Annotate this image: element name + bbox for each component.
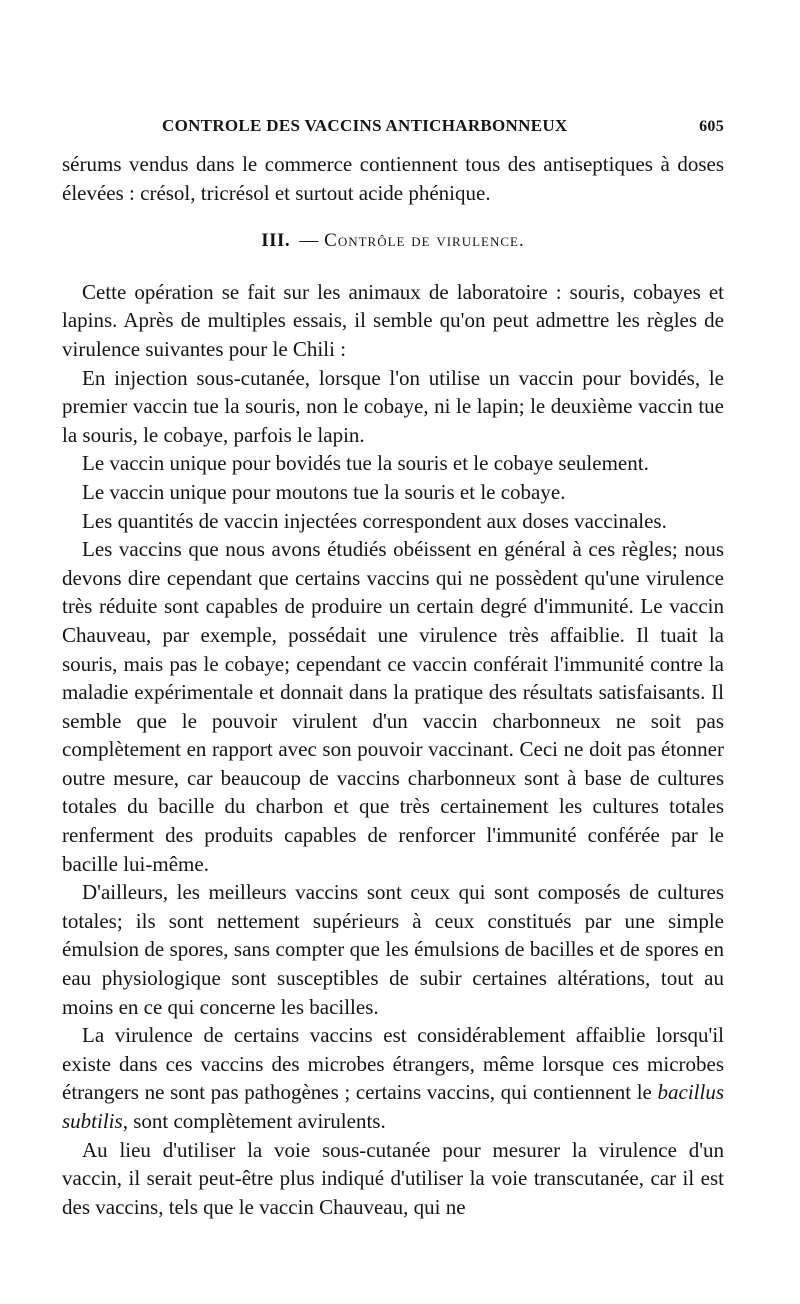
section-title: Contrôle de virulence. <box>324 230 525 252</box>
section-dash: — <box>299 230 319 252</box>
running-title: CONTROLE DES VACCINS ANTICHARBONNEUX <box>162 116 568 135</box>
page-number: 605 <box>699 118 724 135</box>
paragraph: Les quantités de vaccin injectées correspondent aux doses vaccinales. <box>82 508 667 533</box>
paragraph: Les vaccins que nous avons étudiés obéissent en général à ces règles; nous devons dire cependant que certains vaccins qui ne possèdent qu'une virulence très réduite sont capables de produire un certain degré d'immunité. Le vaccin Chauveau, par exemple, possédait une virulence très affaiblie. Il tuait la souris, mais pas le cobaye; cependant ce vaccin conférait l'immunité contre la maladie expérimentale et donnait dans la pratique des résultats satisfaisants. Il semble que le pouvoir virulent d'un vaccin charbonneux ne soit pas complètement en rapport avec son pouvoir vaccinant. Ceci ne doit pas étonner outre mesure, car beaucoup de vaccins charbonneux sont à base de cultures totales du bacille du charbon et que très certainement les cultures totales renferment des produits capables de renforcer l'immunité conférée par le bacille lui-même. <box>62 537 724 876</box>
paragraph: En injection sous-cutanée, lorsque l'on utilise un vaccin pour bovidés, le premier vaccin tue la souris, non le cobaye, ni le lapin; le deuxième vaccin tue la souris, le cobaye, parfois le lapin. <box>62 365 724 447</box>
running-header <box>62 116 724 136</box>
paragraph-continued: sérums vendus dans le commerce contiennent tous des antiseptiques à doses élevées : crésol, tricrésol et surtout acide phénique. <box>62 152 724 205</box>
paragraph: Le vaccin unique pour bovidés tue la souris et le cobaye seulement. <box>82 451 649 476</box>
paragraph: Au lieu d'utiliser la voie sous-cutanée pour mesurer la virulence d'un vaccin, il serait peut-être plus indiqué d'utiliser la voie transcutanée, car il est des vaccins, tels que le vaccin Chauveau, qui ne <box>62 1137 724 1219</box>
section-heading <box>62 227 724 256</box>
species-name: bacillus subtilis <box>62 1080 724 1133</box>
paragraph: Cette opération se fait sur les animaux de laboratoire : souris, cobayes et lapins. Après de multiples essais, il semble qu'on peut admettre les règles de virulence suivantes pour le Chili : <box>62 279 724 361</box>
paragraph: D'ailleurs, les meilleurs vaccins sont ceux qui sont composés de cultures totales; ils sont nettement supérieurs à ceux constitués par une simple émulsion de spores, sans compter que les émulsions de bacilles et de spores en eau physiologique sont susceptibles de subir certaines altérations, tout au moins en ce qui concerne les bacilles. <box>62 880 724 1019</box>
paragraph-text: La virulence de certains vaccins est considérablement affaiblie lorsqu'il existe dans ces vaccins des microbes étrangers, même lorsque ces microbes étrangers ne sont pas pathogènes ; certains vaccins, qui contiennent le <box>62 1023 724 1105</box>
document-page <box>62 116 724 1221</box>
section-number: III. <box>261 230 291 252</box>
paragraph <box>62 1021 724 1135</box>
body-text <box>62 150 724 1221</box>
paragraph: Le vaccin unique pour moutons tue la souris et le cobaye. <box>82 479 566 504</box>
paragraph-text: , sont complètement avirulents. <box>122 1109 386 1133</box>
